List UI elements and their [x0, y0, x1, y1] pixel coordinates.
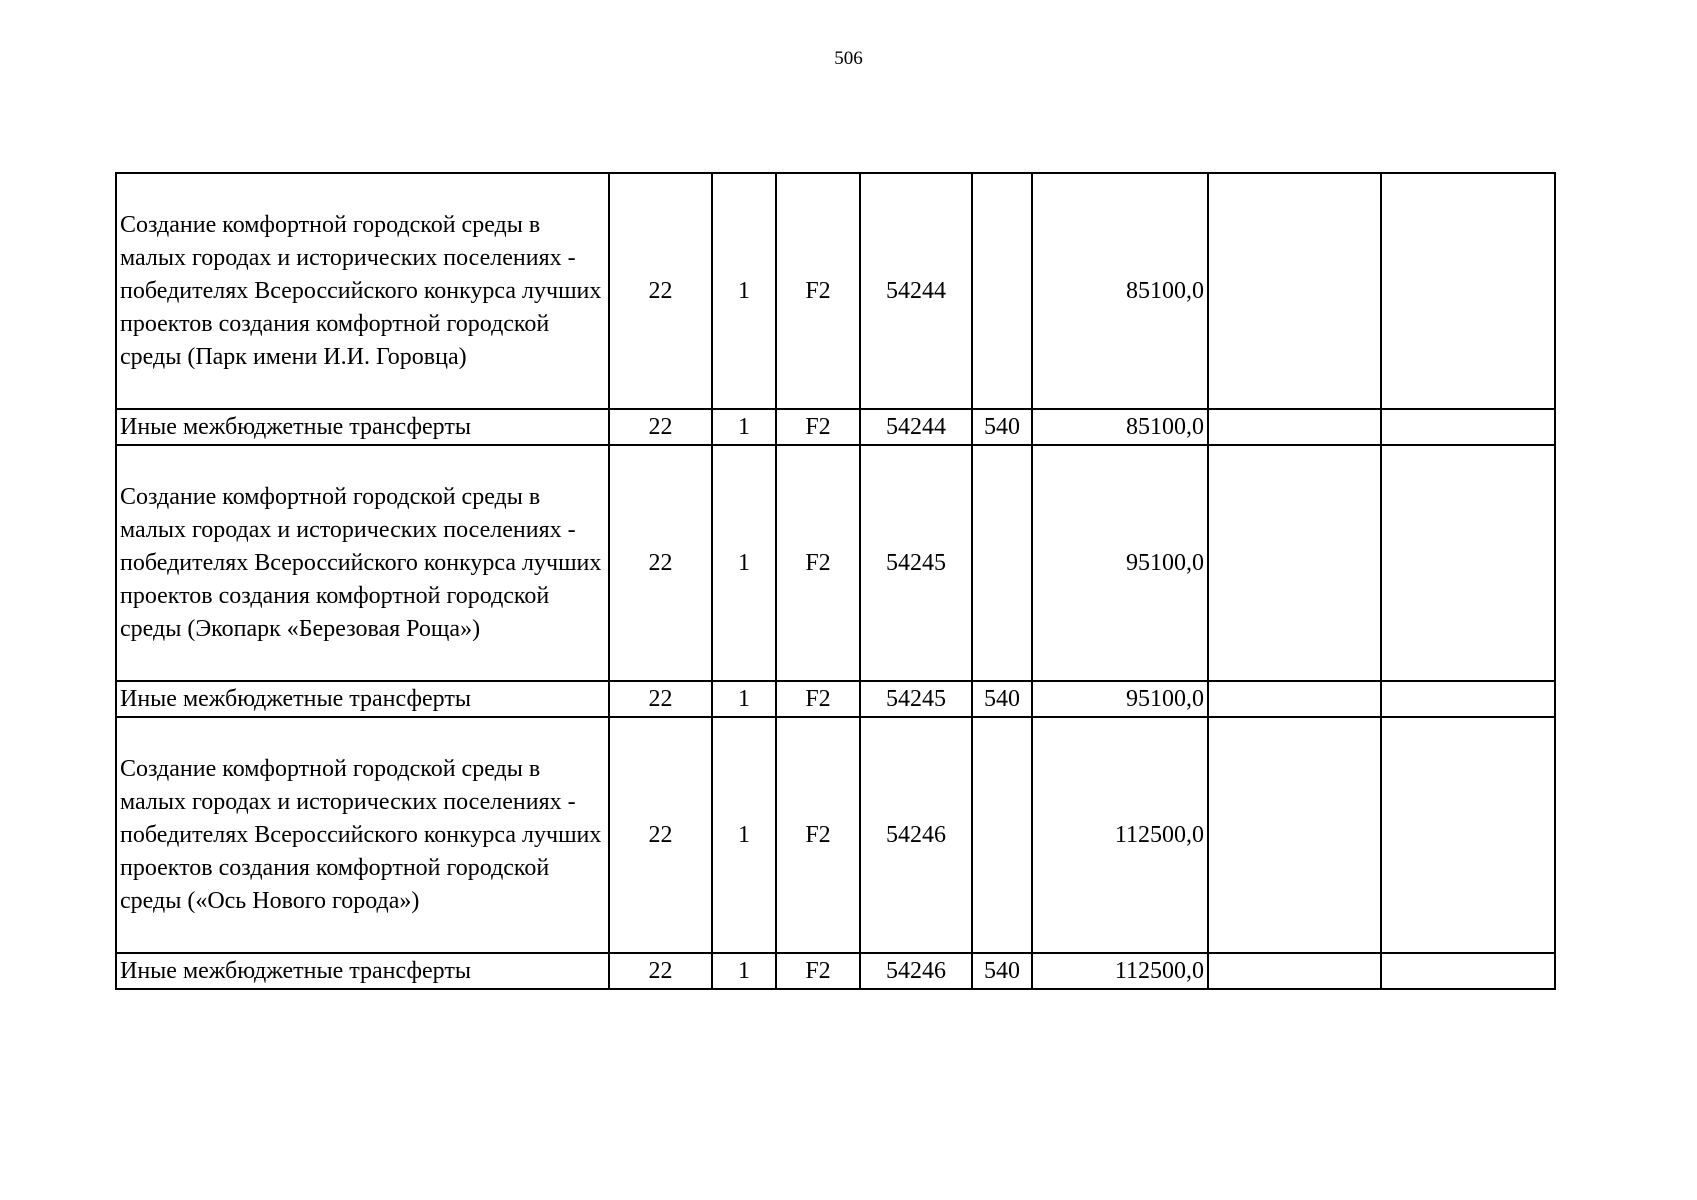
cell-target-code: 54245: [860, 445, 972, 681]
cell-section: 22: [609, 953, 712, 989]
cell-expense-type: 540: [972, 681, 1032, 717]
cell-expense-type: 540: [972, 409, 1032, 445]
row-description: Иные межбюджетные трансферты: [116, 953, 609, 989]
cell-project-code: F2: [776, 953, 860, 989]
cell-subprogram: 1: [712, 409, 776, 445]
table-row: [116, 681, 1555, 717]
cell-amount: 112500,0: [1032, 953, 1208, 989]
page-number: 506: [834, 48, 863, 69]
cell-extra-2: [1381, 717, 1555, 953]
cell-section: 22: [609, 409, 712, 445]
cell-extra-2: [1381, 409, 1555, 445]
cell-extra-1: [1208, 717, 1381, 953]
cell-section: 22: [609, 717, 712, 953]
cell-project-code: F2: [776, 717, 860, 953]
cell-section: 22: [609, 173, 712, 409]
cell-amount: 85100,0: [1032, 409, 1208, 445]
cell-subprogram: 1: [712, 717, 776, 953]
cell-extra-2: [1381, 445, 1555, 681]
cell-project-code: F2: [776, 173, 860, 409]
cell-target-code: 54244: [860, 409, 972, 445]
cell-expense-type: [972, 173, 1032, 409]
cell-amount: 95100,0: [1032, 681, 1208, 717]
cell-project-code: F2: [776, 409, 860, 445]
cell-target-code: 54244: [860, 173, 972, 409]
cell-extra-1: [1208, 681, 1381, 717]
table-row: [116, 409, 1555, 445]
table-row: [116, 445, 1555, 681]
cell-amount: 112500,0: [1032, 717, 1208, 953]
cell-target-code: 54246: [860, 953, 972, 989]
cell-amount: 85100,0: [1032, 173, 1208, 409]
cell-expense-type: [972, 717, 1032, 953]
cell-target-code: 54246: [860, 717, 972, 953]
row-description: Иные межбюджетные трансферты: [116, 681, 609, 717]
table-row: [116, 717, 1555, 953]
cell-extra-2: [1381, 173, 1555, 409]
row-description: Создание комфортной городской среды в малых городах и исторических поселениях - победителях Всероссийского конкурса лучших проектов создания комфортной городской среды (Экопарк «Березовая Роща»): [116, 445, 609, 681]
cell-extra-2: [1381, 681, 1555, 717]
table-row: [116, 173, 1555, 409]
budget-table: [115, 172, 1556, 990]
cell-section: 22: [609, 681, 712, 717]
cell-target-code: 54245: [860, 681, 972, 717]
cell-subprogram: 1: [712, 445, 776, 681]
cell-extra-1: [1208, 409, 1381, 445]
cell-project-code: F2: [776, 681, 860, 717]
table-row: [116, 953, 1555, 989]
row-description: Иные межбюджетные трансферты: [116, 409, 609, 445]
cell-expense-type: [972, 445, 1032, 681]
cell-extra-2: [1381, 953, 1555, 989]
cell-expense-type: 540: [972, 953, 1032, 989]
cell-subprogram: 1: [712, 173, 776, 409]
cell-extra-1: [1208, 173, 1381, 409]
cell-subprogram: 1: [712, 953, 776, 989]
cell-project-code: F2: [776, 445, 860, 681]
cell-section: 22: [609, 445, 712, 681]
cell-extra-1: [1208, 445, 1381, 681]
row-description: Создание комфортной городской среды в малых городах и исторических поселениях - победителях Всероссийского конкурса лучших проектов создания комфортной городской среды (Парк имени И.И. Горовца): [116, 173, 609, 409]
cell-amount: 95100,0: [1032, 445, 1208, 681]
cell-subprogram: 1: [712, 681, 776, 717]
row-description: Создание комфортной городской среды в малых городах и исторических поселениях - победителях Всероссийского конкурса лучших проектов создания комфортной городской среды («Ось Нового города»): [116, 717, 609, 953]
cell-extra-1: [1208, 953, 1381, 989]
